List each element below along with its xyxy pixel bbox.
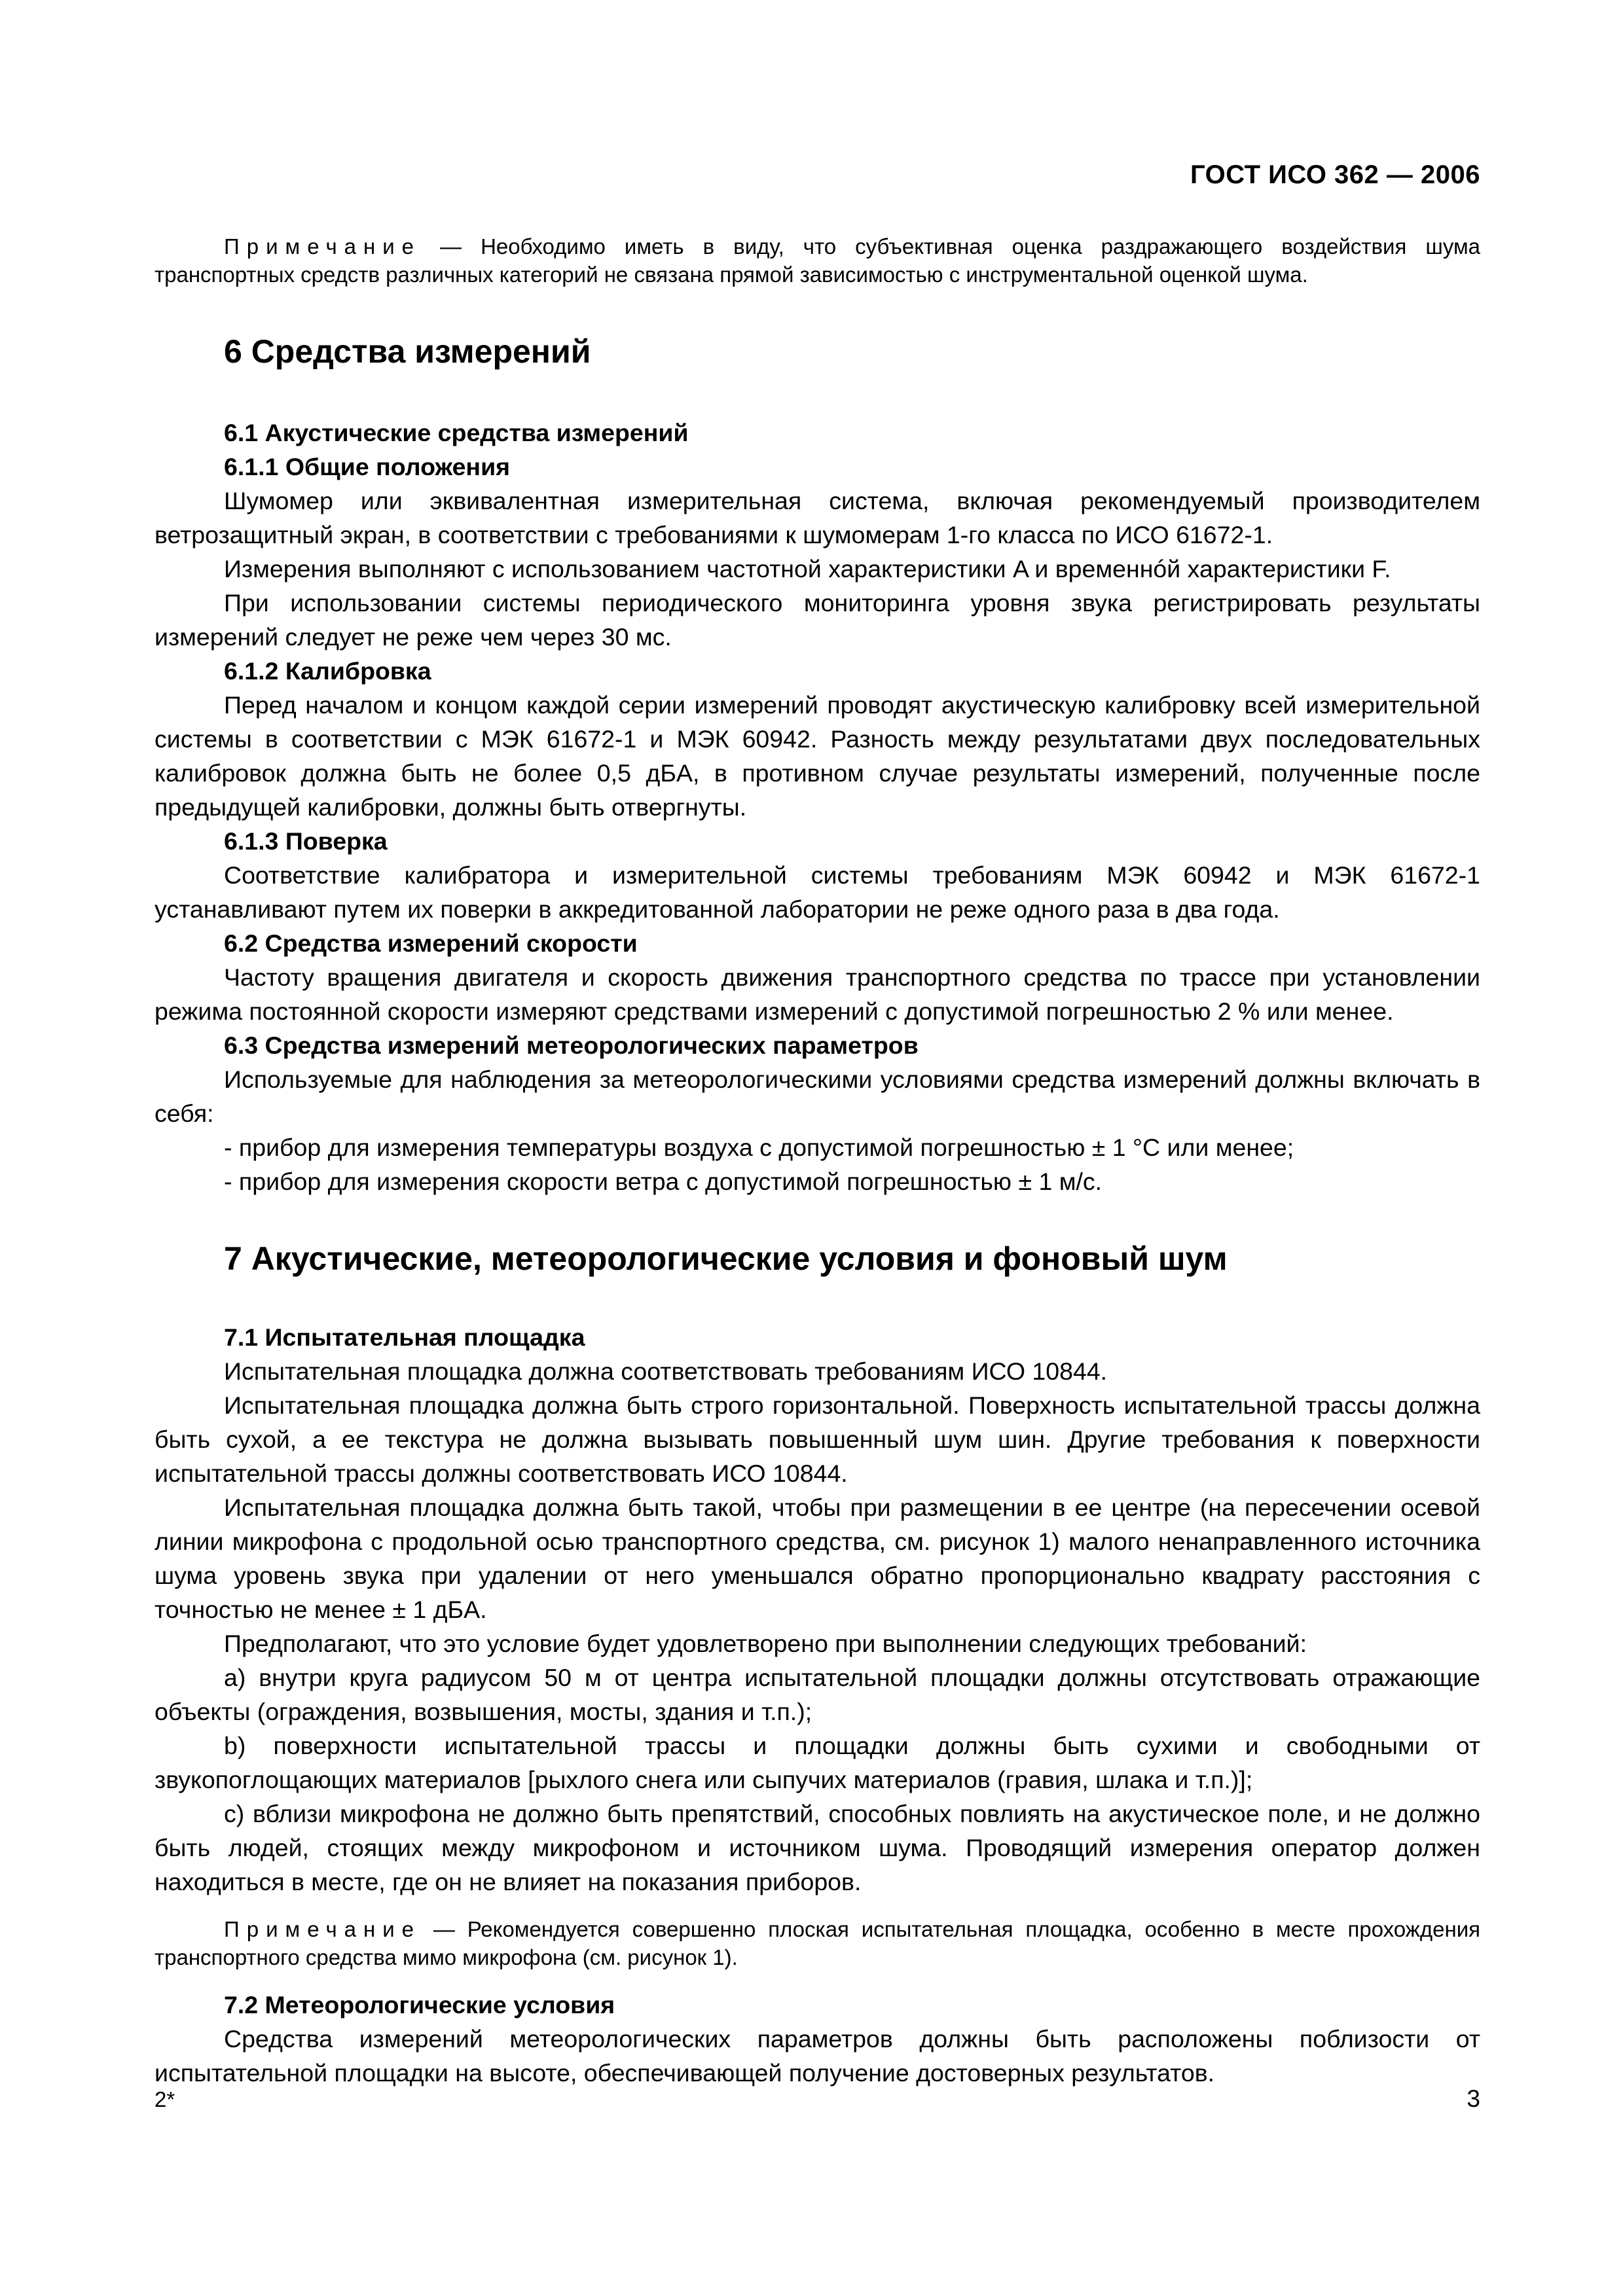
page-number: 3 [1467, 2085, 1480, 2112]
subsection-6-2-heading: 6.2 Средства измерений скорости [224, 929, 638, 957]
note-label: Примечание [224, 234, 422, 259]
subsection-6-1-heading: 6.1 Акустические средства измерений [224, 419, 689, 446]
note-paragraph-2 [155, 1915, 1480, 1971]
paragraph-7-2: Средства измерений метеорологических параметров должны быть расположены поблизости от испытательной площадки на высоте, обеспечивающей получение достоверных результатов. [155, 2025, 1480, 2087]
subsection-7-1-heading: 7.1 Испытательная площадка [224, 1323, 585, 1351]
subsection-6-3-heading: 6.3 Средства измерений метеорологических параметров [224, 1031, 919, 1059]
paragraph-6-1-2: Перед началом и концом каждой серии измерений проводят акустическую калибровку всей измерительной системы в соответствии с МЭК 61672-1 и МЭК 60942. Разность между результатами двух последовательных калибровок должна быть не более 0,5 дБA, в противном случае результаты измерений, полученные после предыдущей калибровки, должны быть отвергнуты. [155, 691, 1480, 821]
section-6-heading: 6 Средства измерений [224, 333, 591, 370]
subsection-6-1-2-heading: 6.1.2 Калибровка [224, 657, 431, 685]
paragraph-7-1-d: Предполагают, что это условие будет удовлетворено при выполнении следующих требований: [224, 1630, 1307, 1657]
list-item-b: b) поверхности испытательной трассы и площадки должны быть сухими и свободными от звукопоглощающих материалов [рыхлого снега или сыпучих материалов (гравия, шлака и т.п.)]; [155, 1732, 1480, 1793]
note-label-2: Примечание [224, 1917, 422, 1941]
subsection-7-2-heading: 7.2 Метеорологические условия [224, 1991, 615, 2018]
paragraph-7-1-b: Испытательная площадка должна быть строго горизонтальной. Поверхность испытательной трассы должна быть сухой, а ее текстура не должна вызывать повышенный шум шин. Другие требования к поверхности испытательной трассы должны соответствовать ИСО 10844. [155, 1391, 1480, 1487]
section-7-heading: 7 Акустические, метеорологические условия и фоновый шум [224, 1240, 1228, 1277]
list-item-temperature: - прибор для измерения температуры воздуха с допустимой погрешностью ± 1 °С или менее; [224, 1134, 1294, 1161]
paragraph-6-3: Используемые для наблюдения за метеорологическими условиями средства измерений должны включать в себя: [155, 1066, 1480, 1127]
paragraph-6-2: Частоту вращения двигателя и скорость движения транспортного средства по трассе при установлении режима постоянной скорости измеряют средствами измерений с допустимой погрешностью 2 % или менее. [155, 963, 1480, 1025]
note-text: — Необходимо иметь в виду, что субъективная оценка раздражающего воздействия шума транспортных средств различных категорий не связана прямой зависимостью с инструментальной оценкой шума. [155, 234, 1481, 287]
subsection-6-1-3-heading: 6.1.3 Поверка [224, 827, 388, 855]
paragraph-7-1-c: Испытательная площадка должна быть такой, чтобы при размещении в ее центре (на пересечении осевой линии микрофона с продольной осью транспортного средства, см. рисунок 1) малого ненаправленного источника шума уровень звука при удалении от него уменьшался обратно пропорционально квадрату расстояния с точностью не менее ± 1 дБA. [155, 1494, 1480, 1623]
list-item-a: a) внутри круга радиусом 50 м от центра испытательной площадки должны отсутствовать отражающие объекты (ограждения, возвышения, мосты, здания и т.п.); [155, 1664, 1480, 1725]
list-item-wind: - прибор для измерения скорости ветра с допустимой погрешностью ± 1 м/с. [224, 1168, 1103, 1195]
paragraph-6-1-1-b: Измерения выполняют с использованием частотной характеристики A и временнóй характеристики F. [224, 555, 1391, 583]
document-id-header: ГОСТ ИСО 362 — 2006 [1190, 160, 1480, 189]
paragraph-7-1-a: Испытательная площадка должна соответствовать требованиям ИСО 10844. [224, 1357, 1108, 1385]
paragraph-6-1-3: Соответствие калибратора и измерительной системы требованиям МЭК 60942 и МЭК 61672-1 устанавливают путем их поверки в аккредитованной лаборатории не реже одного раза в два года. [155, 861, 1480, 923]
list-item-c: c) вблизи микрофона не должно быть препятствий, способных повлиять на акустическое поле, и не должно быть людей, стоящих между микрофоном и источником шума. Проводящий измерения оператор должен находиться в месте, где он не влияет на показания приборов. [155, 1800, 1480, 1895]
paragraph-6-1-1-a: Шумомер или эквивалентная измерительная система, включая рекомендуемый производителем ветрозащитный экран, в соответствии с требованиями к шумомерам 1-го класса по ИСО 61672-1. [155, 487, 1480, 548]
paragraph-6-1-1-c: При использовании системы периодического мониторинга уровня звука регистрировать результаты измерений следует не реже чем через 30 мс. [155, 589, 1480, 651]
note-text-2: — Рекомендуется совершенно плоская испытательная площадка, особенно в месте прохождения транспортного средства мимо микрофона (см. рисунок 1). [155, 1917, 1480, 1969]
subsection-6-1-1-heading: 6.1.1 Общие положения [224, 453, 511, 480]
page-content [155, 232, 1480, 2090]
note-paragraph [155, 232, 1480, 289]
footer-sheet-mark: 2* [155, 2087, 175, 2111]
